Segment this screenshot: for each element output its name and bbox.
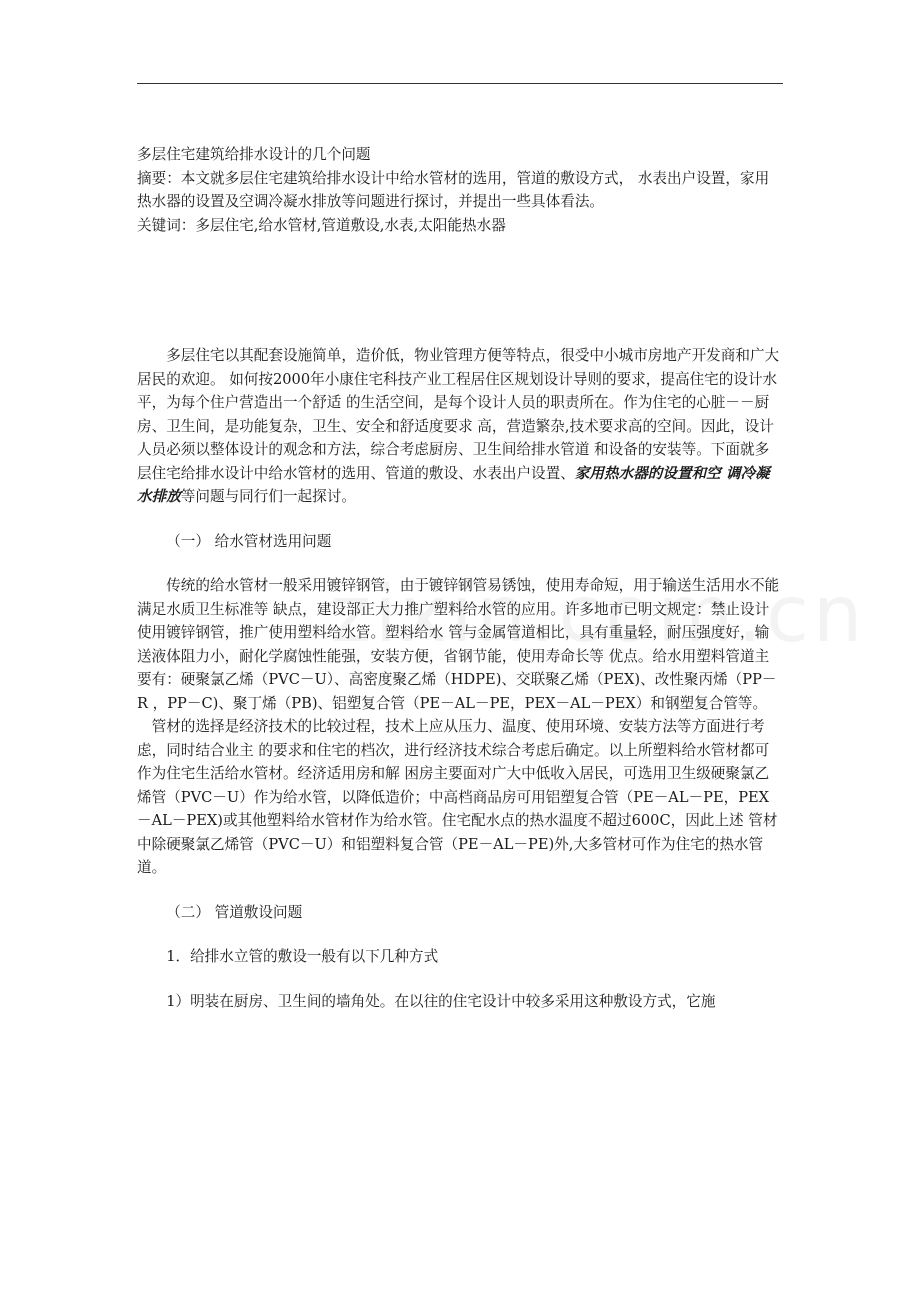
list-item-1: 1）明装在厨房、卫生间的墙角处。在以往的住宅设计中较多采用这种敷设方式，它施 bbox=[166, 992, 716, 1010]
abstract: 摘要：本文就多层住宅建筑给排水设计中给水管材的选用，管道的敷设方式， 水表出户设置，家用热水器的设置及空调冷凝水排放等问题进行探讨，并提出一些具体看法。 bbox=[137, 169, 770, 210]
section1-paragraph-1: 传统的给水管材一般采用镀锌钢管，由于镀锌钢管易锈蚀，使用寿命短，用于输送生活用水不能满足水质卫生标准等 缺点，建设部正大力推广塑料给水管的应用。许多地市已明文规定：禁止设计使用镀锌钢管，推广使用塑料给水管。塑料给水 管与金属管道相比，具有重量轻，耐压强度好，输送液体阻力小，耐化学腐蚀性能强，安装方便，省钢节能，使用寿命长等 优点。给水用塑料管道主要有：硬聚氯乙烯（PVC－U）、高密度聚乙烯（HDPE)、交联聚乙烯（PEX)、改性聚丙烯（PP－R ，PP－C)、聚丁烯（PB)、铝塑复合管（PE－AL－PE，PEX－AL－PEX）和钢塑复合管等。 bbox=[137, 577, 780, 712]
subsection-heading-1: 1．给排水立管的敷设一般有以下几种方式 bbox=[166, 948, 439, 965]
document-body bbox=[137, 143, 783, 1013]
intro-paragraph: 多层住宅以其配套设施简单，造价低，物业管理方便等特点，很受中小城市房地产开发商和广大居民的欢迎。 如何按2000年小康住宅科技产业工程居住区规划设计导则的要求，提高住宅的设计水平，为每个住户营造出一个舒适 的生活空间，是每个设计人员的职责所在。作为住宅的心脏－－厨房、卫生间，是功能复杂，卫生、安全和舒适度要求 高，营造繁杂,技术要求高的空间。因此，设计人员必须以整体设计的观念和方法，综合考虑厨房、卫生间给排水管道 和设备的安装等。下面就多层住宅给排水设计中给水管材的选用、管道的敷设、水表出户设置、家用热水器的设置和空 调冷凝水排放等问题与同行们一起探讨。 bbox=[137, 347, 780, 505]
section-heading-2: （二） 管道敷设问题 bbox=[166, 903, 303, 921]
section-heading-1: （一） 给水管材选用问题 bbox=[166, 532, 332, 550]
emphasized-text: 家用热水器的设置和空 调冷凝水排放 bbox=[137, 464, 770, 505]
header-rule bbox=[137, 83, 783, 84]
section1-paragraph-2: 管材的选择是经济技术的比较过程，技术上应从压力、温度、使用环境、安装方法等方面进行考虑，同时结合业主 的要求和住宅的档次，进行经济技术综合考虑后确定。以上所塑料给水管材都可作为住宅生活给水管材。经济适用房和解 困房主要面对广大中低收入居民，可选用卫生级硬聚氯乙烯管（PVC－U）作为给水管，以降低造价；中高档商品房可用铝塑复合管（PE－AL－PE，PEX－AL－PEX)或其他塑料给水管材作为给水管。住宅配水点的热水温度不超过600C，因此上述 管材中除硬聚氯乙烯管（PVC－U）和铝塑料复合管（PE－AL－PE)外,大多管材可作为住宅的热水管道。 bbox=[137, 718, 778, 876]
document-title: 多层住宅建筑给排水设计的几个问题 bbox=[137, 146, 371, 163]
keywords: 关键词：多层住宅,给水管材,管道敷设,水表,太阳能热水器 bbox=[137, 216, 506, 234]
